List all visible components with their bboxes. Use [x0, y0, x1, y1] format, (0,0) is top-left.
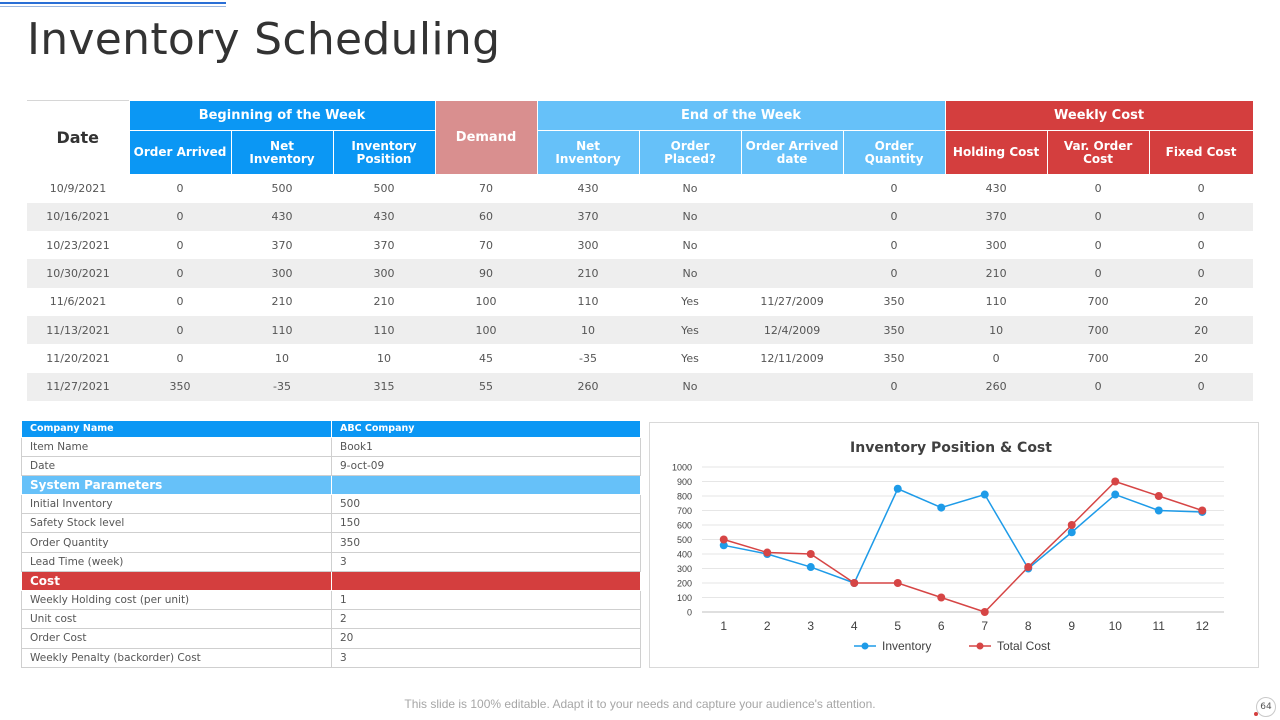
table-cell: 0: [129, 316, 231, 344]
table-cell: 110: [231, 316, 333, 344]
order-cost-value: 20: [332, 629, 641, 648]
table-cell: 110: [985, 295, 1007, 309]
table-cell: 0: [1149, 203, 1253, 231]
table-cell: [741, 373, 843, 401]
table-cell: 300: [985, 238, 1007, 252]
table-cell: 0: [176, 182, 184, 196]
fixed-cost-header: Fixed Cost: [1149, 131, 1253, 175]
table-cell: 55: [435, 373, 537, 401]
table-cell: 0: [890, 238, 898, 252]
table-cell: 0: [176, 238, 184, 252]
table-cell: 0: [843, 373, 945, 401]
data-point: [1111, 491, 1119, 499]
chart-canvas: [650, 423, 1260, 669]
table-cell: 110: [577, 295, 599, 309]
inventory-position-header: Inventory Position: [333, 131, 435, 175]
data-point: [720, 536, 728, 544]
table-cell: 0: [1094, 238, 1102, 252]
parameter-row: [22, 437, 641, 456]
order-cost-label: Order Cost: [22, 629, 332, 648]
table-cell: 370: [271, 238, 293, 252]
item-name-value: Book1: [332, 437, 641, 456]
x-tick-label: 3: [807, 619, 815, 633]
date-label: Date: [22, 456, 332, 475]
table-cell: 10/16/2021: [27, 203, 129, 231]
chart-title: Inventory Position & Cost: [850, 440, 1052, 456]
table-cell: 300: [577, 238, 599, 252]
table-row: [27, 344, 1253, 372]
weekly-cost-header: Weekly Cost: [945, 101, 1253, 131]
table-cell: 110: [333, 316, 435, 344]
y-tick-label: 100: [676, 593, 692, 603]
order-arrived-date-header: Order Arrived date: [741, 131, 843, 175]
legend-label: Inventory: [882, 639, 932, 653]
page-number: 64: [1256, 697, 1276, 717]
table-cell: Yes: [681, 351, 699, 365]
table-cell: 11/13/2021: [27, 316, 129, 344]
table-cell: 90: [435, 259, 537, 287]
system-parameters-section: [22, 475, 641, 494]
x-tick-label: 4: [850, 619, 858, 633]
y-tick-label: 800: [676, 491, 692, 502]
data-point: [807, 563, 815, 571]
parameter-row: [22, 456, 641, 475]
data-point: [1198, 507, 1206, 515]
parameter-row: [22, 533, 641, 552]
table-cell: 0: [1197, 238, 1205, 252]
holding-cost-label: Weekly Holding cost (per unit): [22, 591, 332, 610]
table-cell: Yes: [681, 295, 699, 309]
table-cell: Yes: [639, 316, 741, 344]
table-row: [27, 288, 1253, 316]
table-cell: 11/6/2021: [49, 295, 107, 309]
table-cell: 700: [1047, 316, 1149, 344]
y-tick-label: 900: [676, 477, 692, 487]
data-point: [1111, 478, 1119, 486]
table-cell: 350: [883, 351, 905, 365]
table-cell: 300: [231, 259, 333, 287]
table-cell: 0: [1094, 182, 1102, 196]
lead-time-label: Lead Time (week): [22, 552, 332, 571]
data-point: [807, 550, 815, 558]
table-cell: 11/27/2009: [760, 295, 824, 309]
table-cell: 370: [945, 203, 1047, 231]
x-tick-label: 11: [1152, 619, 1165, 633]
date-header: Date: [27, 101, 129, 175]
table-cell: 0: [1047, 203, 1149, 231]
table-cell: 0: [843, 259, 945, 287]
table-cell: 0: [176, 295, 184, 309]
table-cell: 500: [373, 182, 395, 196]
unit-cost-label: Unit cost: [22, 610, 332, 629]
table-row: [27, 203, 1253, 231]
table-cell: 210: [537, 259, 639, 287]
table-cell: 0: [1047, 259, 1149, 287]
table-cell: 700: [1087, 351, 1109, 365]
table-cell: 10/9/2021: [49, 182, 107, 196]
x-tick-label: 5: [894, 619, 902, 633]
order-arrived-header: Order Arrived: [129, 131, 231, 175]
table-cell: 100: [475, 295, 497, 309]
demand-header: Demand: [435, 101, 537, 175]
table-cell: 430: [577, 182, 599, 196]
table-cell: 350: [843, 316, 945, 344]
x-tick-label: 7: [981, 619, 989, 633]
legend-marker: [977, 643, 984, 650]
table-cell: 10/30/2021: [27, 259, 129, 287]
table-cell: 10: [275, 351, 289, 365]
table-cell: 0: [890, 182, 898, 196]
data-point: [894, 579, 902, 587]
table-cell: 0: [129, 203, 231, 231]
holding-cost-header: Holding Cost: [945, 131, 1047, 175]
table-cell: 20: [1194, 351, 1209, 365]
y-tick-label: 400: [676, 549, 692, 560]
penalty-cost-value: 3: [332, 648, 641, 667]
table-cell: 0: [1149, 259, 1253, 287]
x-tick-label: 10: [1108, 619, 1122, 633]
accent-line: [0, 2, 226, 4]
company-name-label: Company Name: [22, 421, 332, 437]
order-quantity-header: Order Quantity: [843, 131, 945, 175]
end-of-week-header: End of the Week: [537, 101, 945, 131]
data-point: [981, 491, 989, 499]
table-cell: 20: [1194, 295, 1209, 309]
table-cell: No: [639, 259, 741, 287]
inventory-schedule-table: [27, 100, 1254, 401]
y-tick-label: 500: [676, 535, 692, 545]
table-cell: 20: [1149, 316, 1253, 344]
y-tick-label: 1000: [671, 462, 692, 473]
data-point: [1155, 507, 1163, 515]
system-parameters-heading: System Parameters: [22, 475, 332, 494]
table-cell: 260: [945, 373, 1047, 401]
table-cell: 10: [537, 316, 639, 344]
table-cell: 500: [271, 182, 293, 196]
table-cell: No: [682, 238, 698, 252]
table-cell: No: [639, 373, 741, 401]
table-row: [27, 259, 1253, 287]
data-point: [937, 594, 945, 602]
table-cell: 10/23/2021: [46, 238, 110, 252]
table-row: [27, 175, 1253, 203]
y-tick-label: 300: [676, 564, 692, 574]
beginning-of-week-header: Beginning of the Week: [129, 101, 435, 131]
table-cell: 210: [373, 295, 395, 309]
x-tick-label: 8: [1024, 619, 1032, 633]
table-cell: 260: [537, 373, 639, 401]
table-cell: [741, 175, 843, 203]
lead-time-value: 3: [332, 552, 641, 571]
table-cell: 0: [1047, 373, 1149, 401]
table-cell: 315: [333, 373, 435, 401]
unit-cost-value: 2: [332, 610, 641, 629]
table-cell: 0: [1149, 373, 1253, 401]
table-row: [27, 316, 1253, 344]
accent-line-thin: [0, 6, 226, 7]
data-point: [1068, 521, 1076, 529]
table-cell: 370: [373, 238, 395, 252]
table-cell: No: [639, 203, 741, 231]
inventory-chart: [649, 422, 1259, 668]
order-quantity-value: 350: [332, 533, 641, 552]
table-cell: 70: [479, 182, 494, 196]
table-cell: 45: [479, 351, 494, 365]
table-row: [27, 373, 1253, 401]
data-point: [1068, 528, 1076, 536]
table-cell: 370: [537, 203, 639, 231]
initial-inventory-value: 500: [332, 495, 641, 514]
legend-label: Total Cost: [997, 639, 1051, 653]
section-spacer: [332, 475, 641, 494]
table-cell: 100: [435, 316, 537, 344]
safety-stock-label: Safety Stock level: [22, 514, 332, 533]
table-cell: 430: [231, 203, 333, 231]
data-point: [850, 579, 858, 587]
table-cell: 11/20/2021: [46, 351, 110, 365]
data-point: [937, 504, 945, 512]
legend-marker: [862, 643, 869, 650]
table-cell: 70: [479, 238, 494, 252]
y-tick-label: 0: [686, 607, 692, 618]
y-tick-label: 600: [676, 520, 692, 531]
table-cell: [741, 259, 843, 287]
cost-heading: Cost: [22, 571, 332, 590]
data-point: [894, 485, 902, 493]
data-point: [763, 549, 771, 557]
x-tick-label: 9: [1068, 619, 1076, 633]
net-inventory-end-header: Net Inventory: [537, 131, 639, 175]
parameters-table: [21, 421, 641, 668]
table-row: [27, 231, 1253, 259]
footer-note: This slide is 100% editable. Adapt it to your needs and capture your audience's attention.: [404, 697, 876, 711]
parameters-header-row: [22, 421, 641, 437]
initial-inventory-label: Initial Inventory: [22, 495, 332, 514]
parameter-row: [22, 552, 641, 571]
table-cell: 0: [992, 351, 1000, 365]
item-name-label: Item Name: [22, 437, 332, 456]
table-cell: -35: [231, 373, 333, 401]
table-cell: 430: [985, 182, 1007, 196]
table-cell: 11/27/2021: [27, 373, 129, 401]
page-dot: [1254, 712, 1258, 716]
holding-cost-value: 1: [332, 591, 641, 610]
data-point: [1155, 492, 1163, 500]
parameter-row: [22, 648, 641, 667]
date-value: 9-oct-09: [332, 456, 641, 475]
x-tick-label: 1: [720, 619, 728, 633]
cost-section: [22, 571, 641, 590]
table-cell: 300: [333, 259, 435, 287]
y-tick-label: 200: [676, 578, 692, 589]
table-cell: 10: [945, 316, 1047, 344]
table-cell: 700: [1087, 295, 1109, 309]
table-cell: 12/4/2009: [741, 316, 843, 344]
table-cell: 350: [883, 295, 905, 309]
table-cell: 60: [435, 203, 537, 231]
penalty-cost-label: Weekly Penalty (backorder) Cost: [22, 648, 332, 667]
company-name-value: ABC Company: [332, 421, 641, 437]
order-quantity-label: Order Quantity: [22, 533, 332, 552]
table-cell: [741, 203, 843, 231]
var-order-cost-header: Var. Order Cost: [1047, 131, 1149, 175]
table-cell: 430: [333, 203, 435, 231]
x-tick-label: 6: [937, 619, 945, 633]
table-cell: 210: [271, 295, 293, 309]
x-tick-label: 12: [1195, 619, 1209, 633]
table-cell: 0: [843, 203, 945, 231]
table-cell: 0: [176, 351, 184, 365]
top-accent-lines: [0, 0, 226, 8]
table-cell: 0: [1197, 182, 1205, 196]
net-inventory-begin-header: Net Inventory: [231, 131, 333, 175]
section-spacer: [332, 571, 641, 590]
parameter-row: [22, 514, 641, 533]
table-cell: 10: [377, 351, 392, 365]
data-point: [981, 608, 989, 616]
parameter-row: [22, 629, 641, 648]
y-tick-label: 700: [676, 506, 692, 516]
table-cell: 12/11/2009: [760, 351, 824, 365]
table-cell: 350: [129, 373, 231, 401]
table-cell: -35: [579, 351, 598, 365]
order-placed-header: Order Placed?: [639, 131, 741, 175]
x-tick-label: 2: [763, 619, 771, 633]
safety-stock-value: 150: [332, 514, 641, 533]
parameter-row: [22, 610, 641, 629]
table-cell: No: [682, 182, 698, 196]
data-point: [1024, 563, 1032, 571]
parameter-row: [22, 591, 641, 610]
table-cell: [741, 231, 843, 259]
page-title: Inventory Scheduling: [27, 14, 501, 65]
parameter-row: [22, 495, 641, 514]
table-cell: 0: [129, 259, 231, 287]
table-cell: 210: [945, 259, 1047, 287]
